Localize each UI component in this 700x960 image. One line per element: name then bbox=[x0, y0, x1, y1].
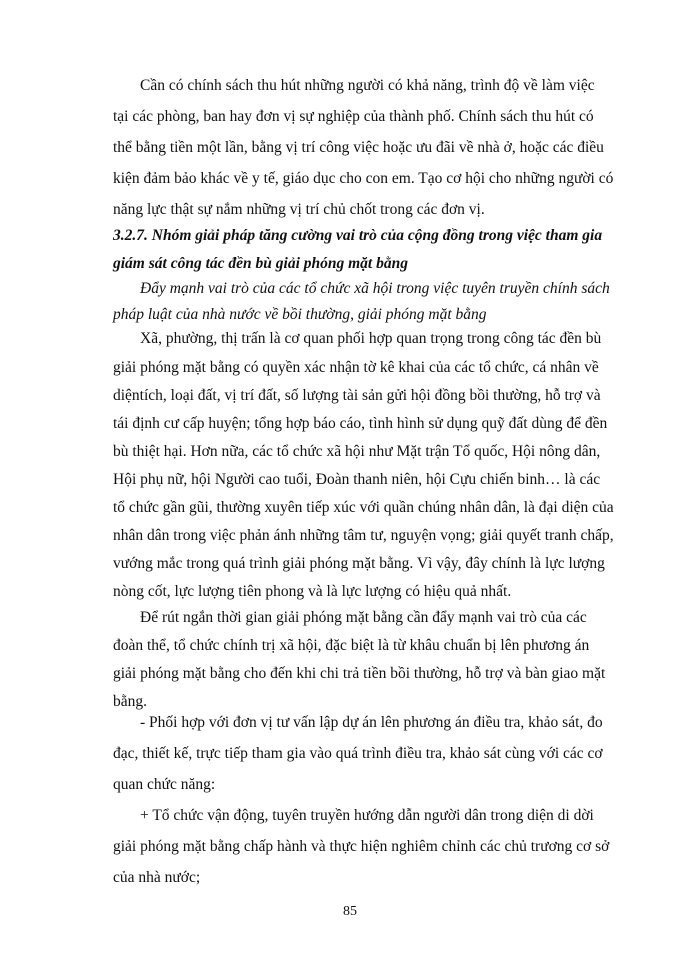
plus-line: giải phóng mặt bằng chấp hành và thực hiện nghiêm chỉnh các chủ trương cơ sở bbox=[113, 838, 610, 855]
paragraph-line: Cần có chính sách thu hút những người có khả năng, trình độ về làm việc bbox=[140, 77, 595, 94]
page-number: 85 bbox=[343, 904, 357, 919]
paragraph-line: giải phóng mặt bằng cho đến khi chi trả tiền bồi thường, hỗ trợ và bàn giao mặt bbox=[113, 665, 606, 682]
paragraph-line: bù thiệt hại. Hơn nữa, các tổ chức xã hội như Mặt trận Tổ quốc, Hội nông dân, bbox=[113, 443, 601, 460]
plus-line: + Tổ chức vận động, tuyên truyền hướng dẫn người dân trong diện di dời bbox=[140, 807, 594, 824]
paragraph-line: Hội phụ nữ, hội Người cao tuổi, Đoàn thanh niên, hội Cựu chiến binh… là các bbox=[113, 471, 601, 488]
paragraph-line: vướng mắc trong quá trình giải phóng mặt bằng. Vì vậy, đây chính là lực lượng bbox=[113, 555, 605, 572]
paragraph-line: bằng. bbox=[113, 693, 148, 710]
subheading: Đẩy mạnh vai trò của các tổ chức xã hội trong việc tuyên truyền chính sách bbox=[140, 280, 610, 297]
bullet-line: đạc, thiết kế, trực tiếp tham gia vào quá trình điều tra, khảo sát cùng với các cơ bbox=[113, 745, 603, 762]
paragraph-line: Để rút ngắn thời gian giải phóng mặt bằng cần đẩy mạnh vai trò của các bbox=[140, 609, 587, 626]
paragraph-line: nhân dân trong việc phản ánh những tâm tư, nguyện vọng; giải quyết tranh chấp, bbox=[113, 527, 614, 544]
plus-line: của nhà nước; bbox=[113, 869, 201, 886]
paragraph-line: kiện đảm bảo khác về y tế, giáo dục cho con em. Tạo cơ hội cho những người có bbox=[113, 170, 614, 187]
paragraph-line: diệntích, loại đất, vị trí đất, số lượng tài sản gửi hội đồng bồi thường, hỗ trợ và bbox=[113, 387, 601, 404]
section-heading: 3.2.7. Nhóm giải pháp tăng cường vai trò của cộng đồng trong việc tham gia bbox=[113, 227, 603, 244]
paragraph-line: tổ chức gần gũi, thường xuyên tiếp xúc với quần chúng nhân dân, là đại diện của bbox=[113, 499, 614, 516]
paragraph-line: giải phóng mặt bằng có quyền xác nhận tờ kê khai của các tổ chức, cá nhân về bbox=[113, 359, 599, 376]
paragraph-line: tại các phòng, ban hay đơn vị sự nghiệp của thành phố. Chính sách thu hút có bbox=[113, 108, 594, 125]
paragraph-line: nòng cốt, lực lượng tiên phong và là lực lượng có hiệu quả nhất. bbox=[113, 583, 512, 600]
bullet-line: - Phối hợp với đơn vị tư vấn lập dự án lên phương án điều tra, khảo sát, đo bbox=[140, 714, 603, 731]
section-heading: giám sát công tác đền bù giải phóng mặt bằng bbox=[113, 255, 408, 272]
paragraph-line: tái định cư cấp huyện; tổng hợp báo cáo, tình hình sử dụng quỹ đất dùng để đền bbox=[113, 415, 608, 432]
subheading: pháp luật của nhà nước về bồi thường, giải phóng mặt bằng bbox=[113, 306, 487, 323]
paragraph-line: đoàn thể, tổ chức chính trị xã hội, đặc biệt là từ khâu chuẩn bị lên phương án bbox=[113, 637, 590, 654]
bullet-line: quan chức năng: bbox=[113, 776, 216, 793]
paragraph-line: Xã, phường, thị trấn là cơ quan phối hợp quan trọng trong công tác đền bù bbox=[140, 330, 602, 347]
paragraph-line: thể bằng tiền một lần, bằng vị trí công việc hoặc ưu đãi về nhà ở, hoặc các điều bbox=[113, 139, 604, 156]
paragraph-line: năng lực thật sự nắm những vị trí chủ chốt trong các đơn vị. bbox=[113, 201, 485, 218]
